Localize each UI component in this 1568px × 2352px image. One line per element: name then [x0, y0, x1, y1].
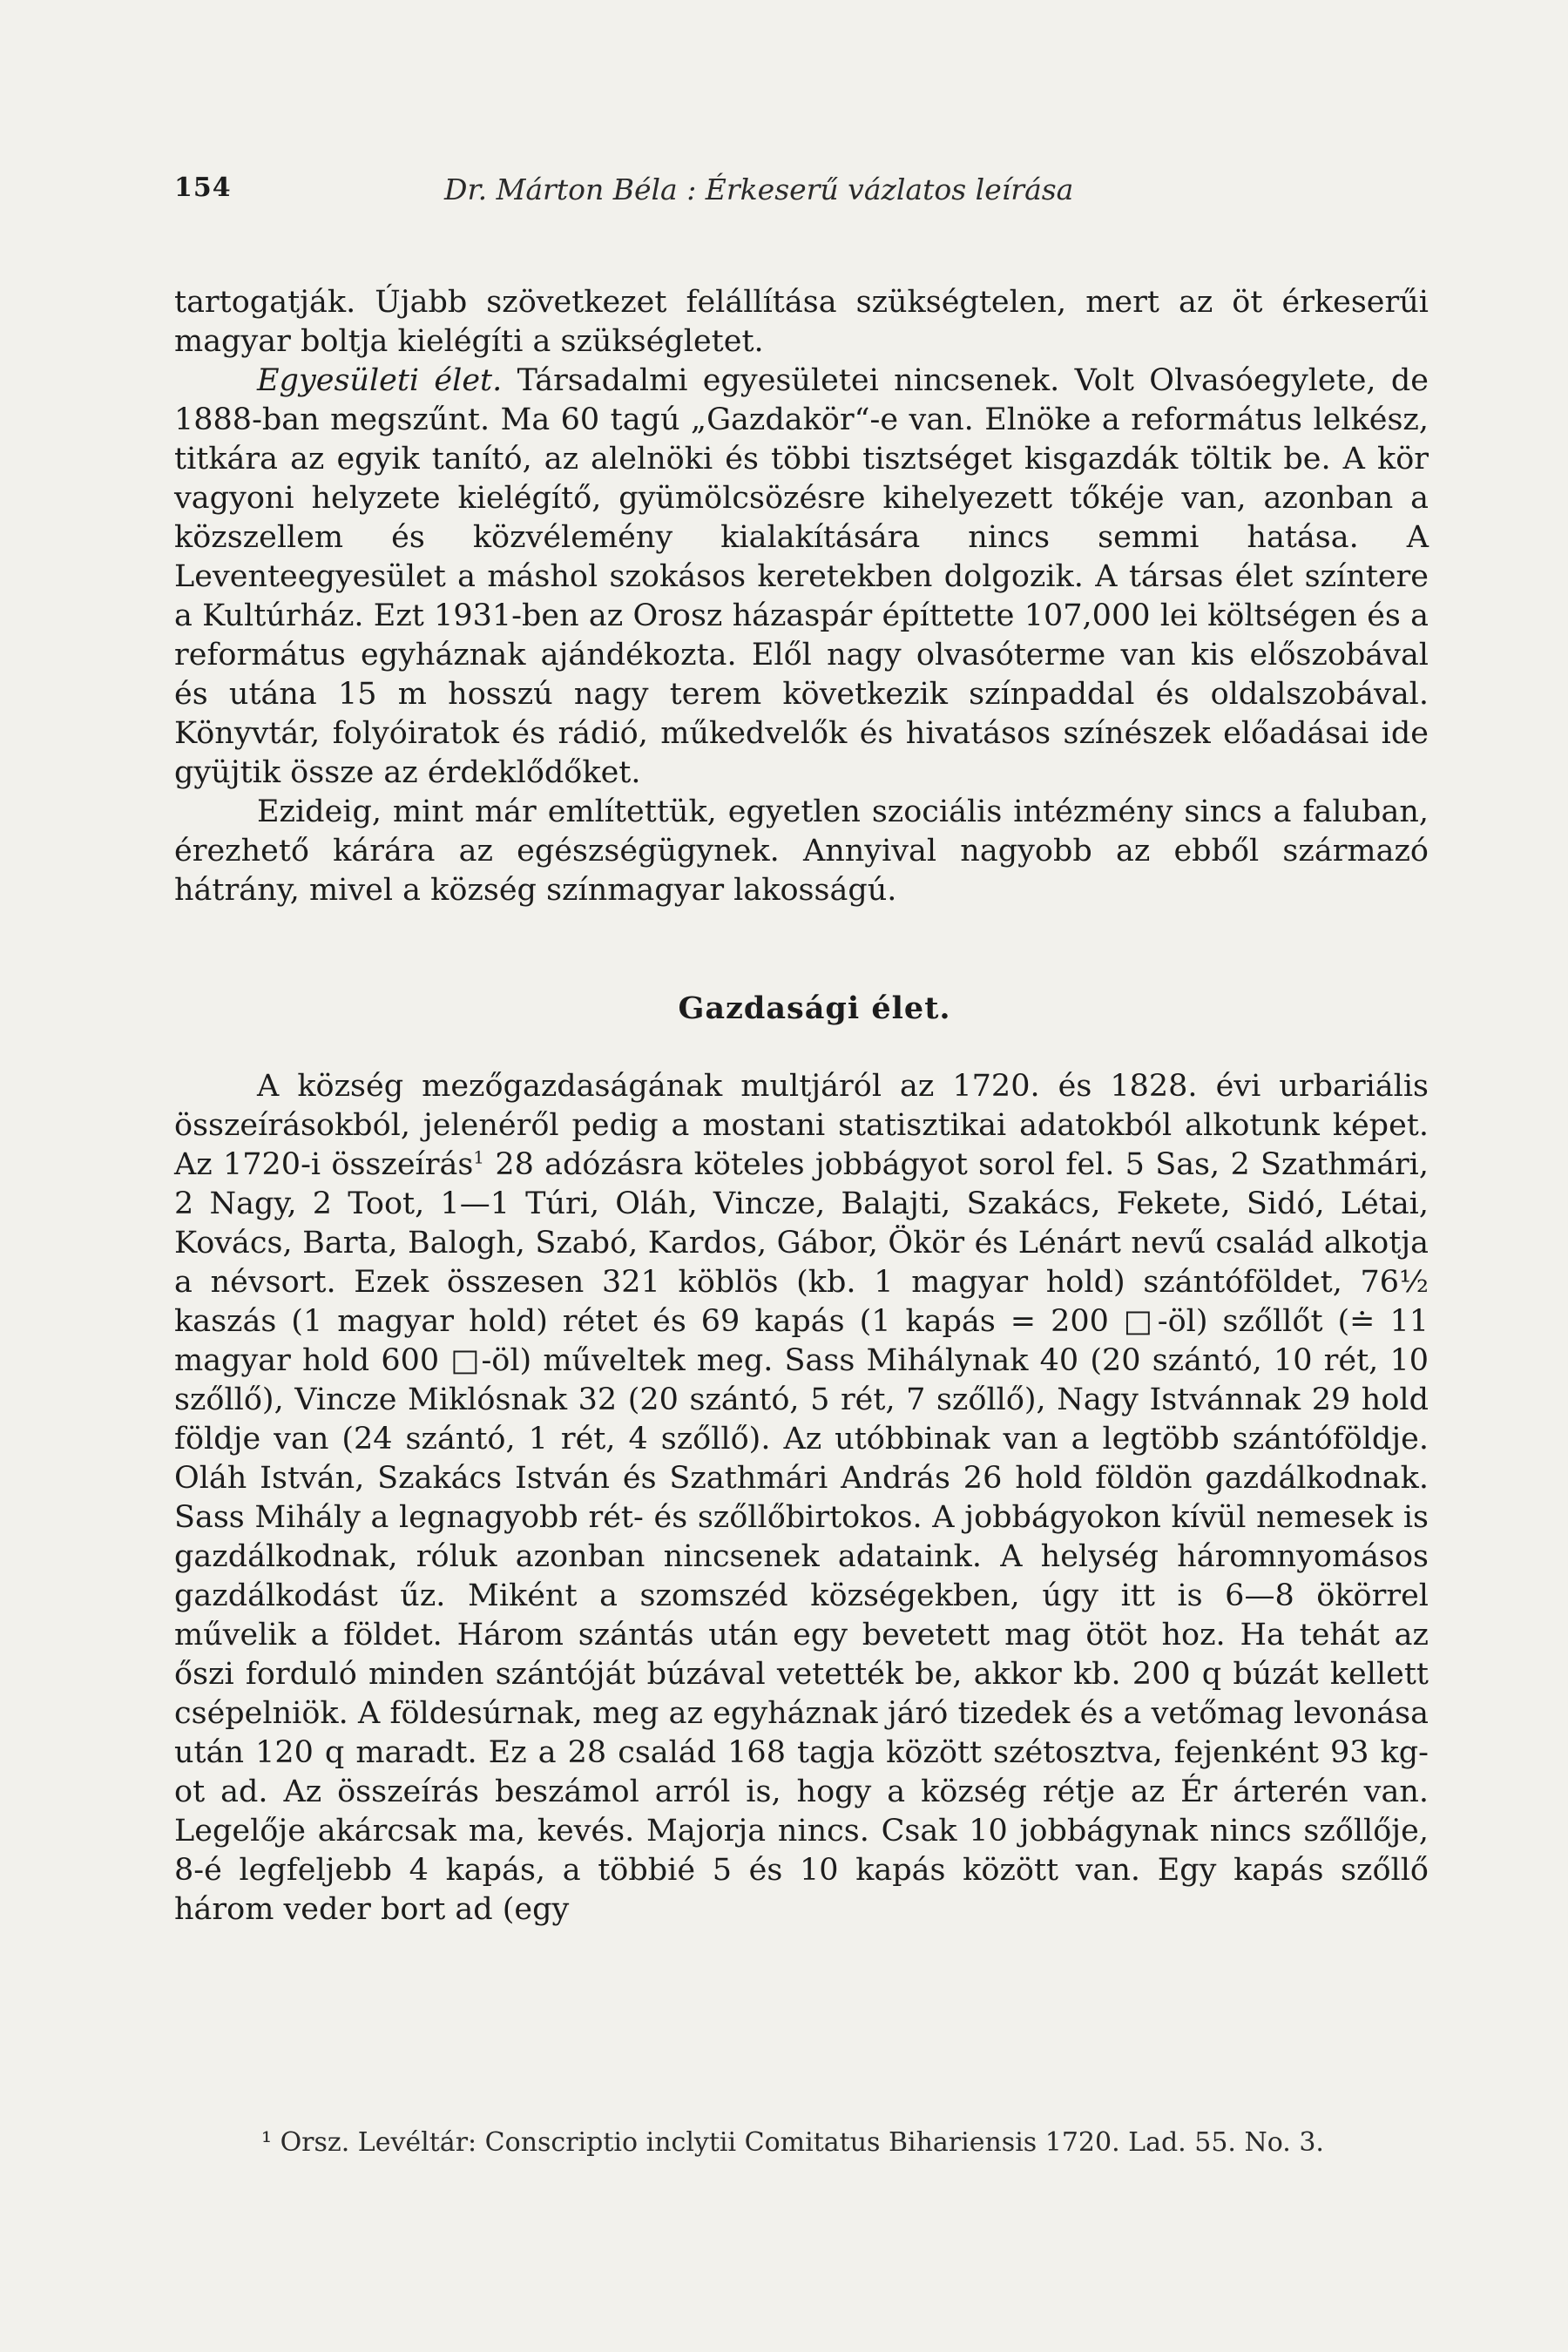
body-text	[174, 283, 1429, 1930]
paragraph-egyesuleti-elet	[174, 362, 1429, 793]
footnote-text	[174, 2126, 1429, 2160]
paragraph-szocialis: Ezideig, mint már említettük, egyetlen szociális intézmény sincs a faluban, érezhető kárára az egészségügynek. Annyival nagyobb az ebből származó hátrány, mivel a község színmagyar lakosságú.	[174, 794, 1429, 908]
running-head	[174, 172, 1411, 216]
paragraph-continuation: tartogatják. Újabb szövetkezet felállítása szükségtelen, mert az öt érkeserűi magyar boltja kielégíti a szükségletet.	[174, 285, 1429, 359]
paragraph-gazdasagi-elet	[174, 1067, 1429, 1930]
running-title: Dr. Márton Béla : Érkeserű vázlatos leírása	[444, 172, 1074, 206]
footnote	[174, 2126, 1429, 2160]
paragraph-text: 28 adózásra köteles jobbágyot sorol fel. 5 Sas, 2 Szathmári, 2 Nagy, 2 Toot, 1—1 Túri, Oláh, Vincze, Balajti, Szakács, Fekete, Sidó, Létai, Kovács, Barta, Balogh, Szabó, Kardos, Gábor, Ökör és Lénárt nevű család alkotja a névsort. Ezek összesen 321 köblös (kb. 1 magyar hold) szántóföldet, 76½ kaszás (1 magyar hold) rétet és 69 kapás (1 kapás = 200 □-öl) szőllőt (≐ 11 magyar hold 600 □-öl) műveltek meg. Sass Mihálynak 40 (20 szántó, 10 rét, 10 szőllő), Vincze Miklósnak 32 (20 szántó, 5 rét, 7 szőllő), Nagy Istvánnak 29 hold földje van (24 szántó, 1 rét, 4 szőllő). Az utóbbinak van a legtöbb szántóföldje. Oláh István, Szakács István és Szathmári András 26 hold földön gazdálkodnak. Sass Mihály a legnagyobb rét- és szőllőbirtokos. A jobbágyokon kívül nemesek is gazdálkodnak, róluk azonban nincsenek adataink. A helység háromnyomásos gazdálkodást űz. Miként a szomszéd községekben, úgy itt is 6—8 ökörrel művelik a földet. Három szántás után egy bevetett mag ötöt hoz. Ha tehát az őszi forduló minden szántóját búzával vetették be, akkor kb. 200 q búzát kellett csépelniök. A földesúrnak, meg az egyháznak járó tizedek és a vetőmag levonása után 120 q maradt. Ez a 28 család 168 tagja között szétosztva, fejenként 93 kg-ot ad. Az összeírás beszámol arról is, hogy a község rétje az Ér árterén van. Legelője akárcsak ma, kevés. Majorja nincs. Csak 10 jobbágynak nincs szőllője, 8-é legfeljebb 4 kapás, a többié 5 és 10 kapás között van. Egy kapás szőllő három veder bort ad (egy	[174, 1147, 1429, 1927]
footnote-body: Orsz. Levéltár: Conscriptio inclytii Comitatus Bihariensis 1720. Lad. 55. No. 3.	[272, 2127, 1324, 2158]
footnote-reference[interactable]: 1	[473, 1146, 485, 1168]
paragraph-text: Társadalmi egyesületei nincsenek. Volt Olvasóegylete, de 1888-ban megszűnt. Ma 60 tagú „Gazdakör“-e van. Elnöke a református lelkész, titkára az egyik tanító, az alelnöki és többi tisztséget kisgazdák töltik be. A kör vagyoni helyzete kielégítő, gyümölcsözésre kihelyezett tőkéje van, azonban a közszellem és közvélemény kialakítására nincs semmi hatása. A Leventeegyesület a máshol szokásos keretekben dolgozik. A társas élet színtere a Kultúrház. Ezt 1931-ben az Orosz házaspár építtette 107,000 lei költségen és a református egyháznak ajándékozta. Elől nagy olvasóterme van kis előszobával és utána 15 m hosszú nagy terem következik színpaddal és oldalszobával. Könyvtár, folyóiratok és rádió, műkedvelők és hivatásos színészek előadásai ide gyüjtik össze az érdeklődőket.	[174, 363, 1429, 790]
page-number: 154	[174, 172, 232, 203]
paragraph-text: A község mezőgazdaságának multjáról az 1720. és 1828. évi urbariális összeírásokból, jelenéről pedig a mostani statisztikai adatokból alkotunk képet. Az 1720-i összeírás	[174, 1069, 1429, 1182]
section-heading: Gazdasági élet.	[678, 990, 951, 1026]
footnote-marker: ¹	[261, 2127, 273, 2158]
run-in-heading: Egyesületi élet.	[257, 363, 503, 398]
